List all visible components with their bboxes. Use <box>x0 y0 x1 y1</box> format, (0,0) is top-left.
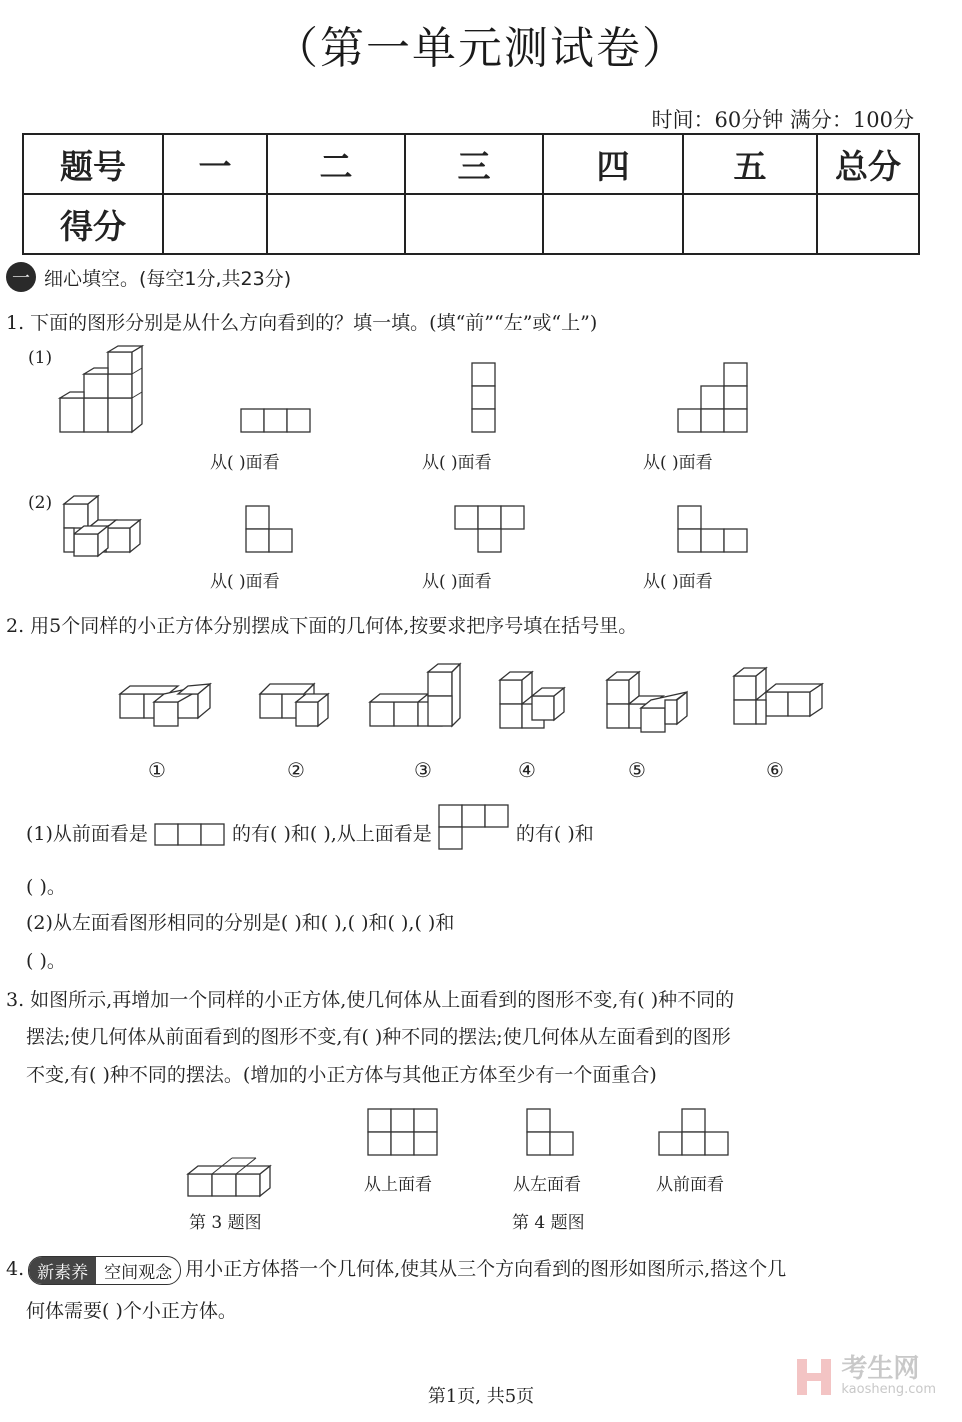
watermark-logo-icon <box>795 1357 835 1397</box>
q2-line-1b: 的有( )和( ),从上面看是 <box>232 823 432 845</box>
inline-view-t <box>438 804 510 852</box>
q1-solid-1 <box>58 348 148 438</box>
section-number: 一 <box>6 262 36 292</box>
view-top-caption: 从上面看 <box>364 1175 432 1195</box>
tag-left: 新素养 <box>29 1257 96 1284</box>
page-title: （第一单元测试卷） <box>274 23 688 74</box>
q2-solid-2 <box>258 676 334 730</box>
q2-line-1a: (1)从前面看是 <box>26 823 148 845</box>
section-heading <box>6 262 291 292</box>
q3-solid <box>186 1158 272 1200</box>
q2-label: ⑤ <box>628 758 646 782</box>
q1-caption: 从( )面看 <box>210 572 280 592</box>
watermark-domain: kaosheng.com <box>841 1382 936 1397</box>
q2-line-4: ( )。 <box>26 950 66 972</box>
q1-view-1c <box>677 362 749 434</box>
watermark <box>795 1356 936 1397</box>
tag-right: 空间观念 <box>104 1262 173 1283</box>
q2-label: ⑥ <box>766 758 784 782</box>
watermark-brand: 考生网 <box>841 1354 920 1384</box>
score-header-cell: 三 <box>405 134 543 194</box>
q2-label: ③ <box>414 758 432 782</box>
score-header-cell: 四 <box>543 134 683 194</box>
score-cell[interactable] <box>683 194 817 254</box>
view-left-caption: 从左面看 <box>513 1175 581 1195</box>
q4-number: 4. <box>6 1258 25 1280</box>
q4-view-front <box>658 1108 730 1158</box>
q4-line-1-text: 用小正方体搭一个几何体,使其从三个方向看到的图形如图所示,搭这个几 <box>185 1258 787 1280</box>
q4-line-2: 何体需要( )个小正方体。 <box>26 1300 237 1322</box>
q3-line-2: 摆法;使几何体从前面看到的图形不变,有( )种不同的摆法;使几何体从左面看到的图形 <box>26 1026 731 1048</box>
q1-view-2a <box>245 505 295 555</box>
q2-line-3: (2)从左面看图形相同的分别是( )和( ),( )和( ),( )和 <box>26 912 455 934</box>
score-row <box>23 194 919 254</box>
score-cell[interactable] <box>267 194 405 254</box>
q1-caption: 从( )面看 <box>643 572 713 592</box>
section-title: 细心填空。(每空1分,共23分) <box>44 267 292 290</box>
score-header-cell: 二 <box>267 134 405 194</box>
q1-view-1b <box>471 362 497 434</box>
cube-stack-figure <box>64 496 140 556</box>
q2-solid-3 <box>368 662 464 730</box>
score-header-row <box>23 134 919 194</box>
q2-line-1 <box>26 818 594 852</box>
q1-view-1a <box>240 408 312 434</box>
score-header-cell: 一 <box>163 134 267 194</box>
fig4-caption: 第 4 题图 <box>512 1213 585 1233</box>
q1-part1-label: (1) <box>28 348 53 368</box>
score-row-label: 得分 <box>23 194 163 254</box>
q4-view-top <box>367 1108 439 1158</box>
inline-view-row <box>154 823 226 847</box>
fig3-caption: 第 3 题图 <box>189 1213 262 1233</box>
q2-text: 2. 用5个同样的小正方体分别摆成下面的几何体,按要求把序号填在括号里。 <box>6 615 638 637</box>
q1-caption: 从( )面看 <box>422 572 492 592</box>
q2-solid-4 <box>498 670 572 730</box>
q1-view-2c <box>677 505 749 555</box>
score-table <box>22 133 920 255</box>
q2-solid-6 <box>732 666 830 728</box>
q2-solid-1 <box>118 676 214 730</box>
score-header-cell: 题号 <box>23 134 163 194</box>
score-cell[interactable] <box>405 194 543 254</box>
q1-view-2b <box>454 505 526 555</box>
exam-meta: 时间：60分钟 满分：100分 <box>651 108 914 132</box>
q1-solid-2 <box>60 494 150 560</box>
q1-caption: 从( )面看 <box>422 453 492 473</box>
q2-solid-5 <box>605 670 691 734</box>
cube-stack-figure <box>60 346 142 432</box>
q2-line-2: ( )。 <box>26 876 66 898</box>
q2-label: ④ <box>518 758 536 782</box>
score-header-cell: 五 <box>683 134 817 194</box>
q1-part2-label: (2) <box>28 493 53 513</box>
q4-line-1 <box>6 1254 786 1285</box>
literacy-tag <box>28 1256 181 1285</box>
q3-line-3: 不变,有( )种不同的摆法。(增加的小正方体与其他正方体至少有一个面重合) <box>26 1064 657 1086</box>
score-cell[interactable] <box>163 194 267 254</box>
q1-caption: 从( )面看 <box>210 453 280 473</box>
q1-text: 1. 下面的图形分别是从什么方向看到的？填一填。(填“前”“左”或“上”) <box>6 312 598 334</box>
score-cell[interactable] <box>817 194 919 254</box>
score-header-cell: 总分 <box>817 134 919 194</box>
page-footer: 第1页, 共5页 <box>427 1386 535 1407</box>
q2-line-1c: 的有( )和 <box>515 823 594 845</box>
q3-line-1: 3. 如图所示,再增加一个同样的小正方体,使几何体从上面看到的图形不变,有( )种不同的 <box>6 989 735 1011</box>
q4-view-left <box>526 1108 576 1158</box>
score-cell[interactable] <box>543 194 683 254</box>
view-front-caption: 从前面看 <box>656 1175 724 1195</box>
q2-label: ② <box>287 758 305 782</box>
q2-label: ① <box>148 758 166 782</box>
q1-caption: 从( )面看 <box>643 453 713 473</box>
